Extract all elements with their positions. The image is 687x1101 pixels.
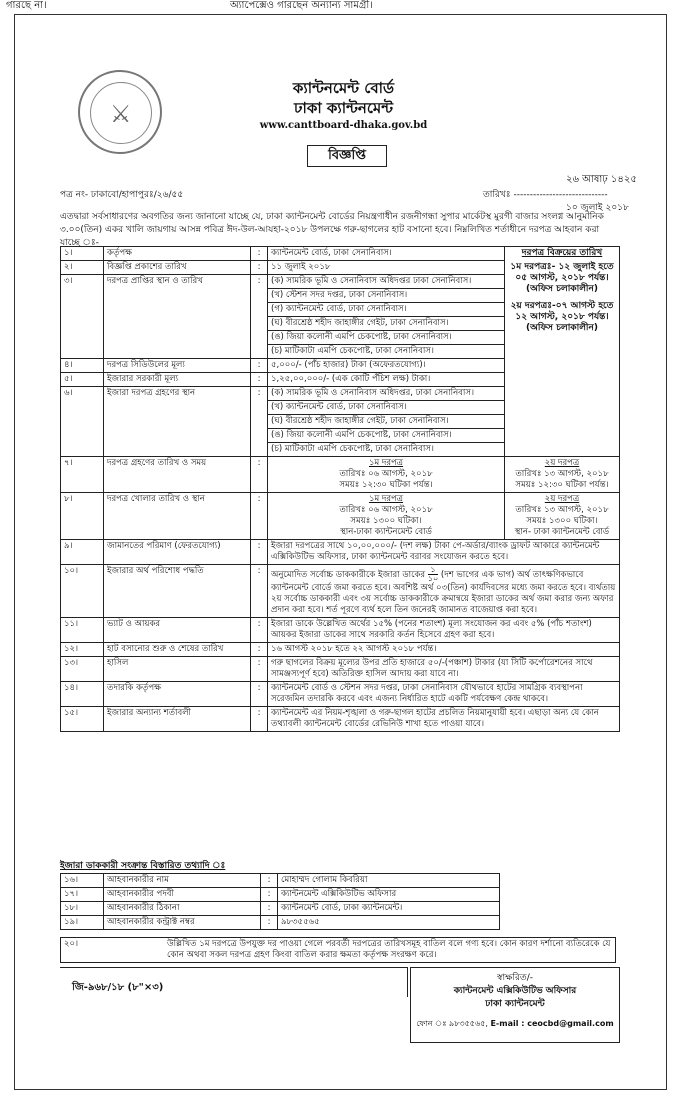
colon: : <box>251 707 268 732</box>
row-number: ১৪। <box>61 682 104 707</box>
row-value: অনুমোদিত সর্বোচ্চ ডাককারীকে ইজারা ডাকের $\frac{১}{১০}$ (দশ ভাগের এক ভাগ) অর্থ তাৎক্ষণিকভাবে ক্যান্টনমেন্ট বোর্ডে জমা করতে হবে। অবশিষ্ট অর্থ ০৩(তিন) কার্যদিবসের মধ্যে জমা করতে হবে। ব্যর্থতায় ২য় সর্বোচ্চ ডাককারী এবং ৩য় সর্বোচ্চ ডাককারীকে ক্রমান্বয়ে ইজারা ডাকের অর্থ জমা করার জন্য অফার প্রদান করা হবে। শর্ত পূরণে ব্যর্থ হলে তিন জনেরই জামানত বাজেয়াপ্ত করা হবে। <box>268 565 620 618</box>
place-item: (গ) ক্যান্টনমেন্ট বোর্ড, ঢাকা সেনানিবাস। <box>268 303 505 317</box>
row-number: ১০। <box>61 565 104 618</box>
website-link[interactable]: www.canttboard-dhaka.gov.bd <box>259 120 428 131</box>
row-number: ১১। <box>61 618 104 643</box>
phone-text: ফোন ঃ ৯৮৩৫৫৬৫, <box>416 1019 488 1028</box>
place-item: (ঘ) বীরশ্রেষ্ঠ শহীদ জাহাঙ্গীর গেইট, ঢাকা সেনানিবাস। <box>268 415 505 429</box>
colon: : <box>251 359 268 373</box>
row-label: জামানতের পরিমাণ (ফেরতযোগ্য) <box>104 540 251 565</box>
table-row <box>61 643 620 657</box>
row-value: ক্যান্টনমেন্ট বোর্ড ও স্টেশন সদর দপ্তর, ঢাকা সেনানিবাস যৌথভাবে হাটের সামগ্রিক ব্যবস্থাপনা সরেজমিন তদারকি করবে এবং এজন্য নির্ধারিত হাটে একটি পর্যবেক্ষণ কেন্দ্র থাকবে। <box>268 682 620 707</box>
row-number: ৭। <box>61 457 104 493</box>
signatory-title: ক্যান্টনমেন্ট এক্সিকিউটিভ অফিসার <box>453 986 577 996</box>
colon: : <box>251 387 268 457</box>
conditions-table <box>60 246 620 732</box>
row-value: ক্যান্টনমেন্ট এর নিয়ম-শৃঙ্খলা ও গরু-ছাগল হাটের প্রচলিত নিয়মানুযায়ী হবে। এছাড়া অন্য যে কোন তথ্যাবলী ক্যান্টনমেন্ট বোর্ডের রেভিনিউ শাখা হতে পাওয়া যাবে। <box>268 707 620 732</box>
sale-second: ২য় দরপত্রঃ-০৭ আগস্ট হতে ১২ আগস্ট, ২০১৮ পর্যন্ত। (অফিস চলাকালীন) <box>510 301 614 333</box>
row-number: ১। <box>61 247 104 261</box>
row-value: উল্লিখিত ১ম দরপত্রে উপযুক্ত দর পাওয়া গেলে পরবর্তী দরপত্রের তারিখসমূহ বাতিল বলে গণ্য হবে। কোন কারণ দর্শানো ব্যতিরেকে যে কোন অথবা সকল দরপত্র গ্রহণ কিংবা বাতিল করার ক্ষমতা কর্তৃপক্ষ সংরক্ষণ করে। <box>167 939 611 960</box>
table-row <box>61 618 620 643</box>
org-name: ক্যান্টনমেন্ট বোর্ড <box>292 79 395 97</box>
row-value: ইজারা দরপত্রের সাথে ১০,০০,০০০/- (দশ লক্ষ) টাকা পে-অর্ডার/ব্যাংক ড্রাফট আকারে ক্যান্টনমেন্ট এক্সিকিউটিভ অফিসার, ঢাকা ক্যান্টনমেন্ট বরাবর সংযোজন করতে হবে। <box>268 540 620 565</box>
row-label: ভ্যাট ও আয়কর <box>104 618 251 643</box>
row-label: দরপত্র সিডিউলের মূল্য <box>104 359 251 373</box>
date-bengali: ২৬ আষাঢ় ১৪২৫ <box>566 174 637 185</box>
second-tender-submission: ২য় দরপত্র তারিখঃ ১৩ আগস্ট, ২০১৮ সময়ঃ ১২:৩০ ঘটিকা পর্যন্ত। <box>505 457 620 493</box>
row-label: ইজারার অর্থ পরিশোধ পদ্ধতি <box>104 565 251 618</box>
row-number: ৮। <box>61 493 104 540</box>
cantonment-seal-icon: ⚔ <box>78 70 162 154</box>
publication-code: জি-৯৬৮/১৮ (৮"×৩) <box>72 982 164 993</box>
row-label: দরপত্র খোলার তারিখ ও স্থান <box>104 493 251 540</box>
info-title: ইজারা ডাককারী সংক্রান্ত বিস্তারিত তথ্যাদি ঃ <box>60 861 226 871</box>
table-row <box>61 493 620 540</box>
row-label: ইজারার সরকারী মূল্য <box>104 373 251 387</box>
colon: : <box>251 373 268 387</box>
first-tender-opening: ১ম দরপত্র তারিখঃ ০৬ আগস্ট, ২০১৮ সময়ঃ ১৩০০ ঘটিকা। স্থান-ঢাকা ক্যান্টনমেন্ট বোর্ড <box>268 493 505 540</box>
table-row <box>61 457 620 493</box>
intro-paragraph: এতদ্বারা সর্বসাধারণের অবগতির জন্য জানানো যাচ্ছে যে, ঢাকা ক্যান্টনমেন্ট বোর্ডের নিয়ন্ত্রণাধীন রজনীগন্ধা সুপার মার্কেটস্থ মুরগী বাজার সংলগ্ন আনুমানিক ৩.০০(তিন) একর খালি জায়গায় আসন্ন পবিত্র ঈদ-উল-আযহা-২০১৮ উপলক্ষে গরু-ছাগলের হাট বসানো হবে। নিম্নলিখিত শর্তাধীনে দরপত্র আহবান করা যাচ্ছে ঃ- <box>60 212 604 248</box>
top-strip <box>0 0 687 14</box>
signed-text: স্বাক্ষরিত/- <box>497 973 533 983</box>
row-label: বিজ্ঞপ্তি প্রকাশের তারিখ <box>104 261 251 275</box>
date-gregorian: ১০ জুলাই ২০১৮ <box>566 203 629 213</box>
header <box>0 78 687 134</box>
row-label: ইজারা দরপত্র গ্রহণের স্থান <box>104 387 251 457</box>
row-number: ১৩। <box>61 657 104 682</box>
table-row: ১৬। আহবানকারীর নাম : মোহাম্মদ গোলাম কিবরিয়া <box>61 874 500 888</box>
one-tenth-fraction: $\frac{১}{১০}$ <box>427 565 439 583</box>
colon: : <box>251 457 268 493</box>
place-item: (চ) মাটিকাটা এমপি চেকপোষ্ট, ঢাকা সেনানিবাস। <box>268 345 505 359</box>
email-link[interactable]: E-mail : ceocbd@gmail.com <box>490 1019 614 1028</box>
top-strip-center: অ্যাপেক্সেও গারছেন অন্যান্য সামগ্রী। <box>230 0 373 11</box>
colon: : <box>251 643 268 657</box>
org-city: ঢাকা ক্যান্টনমেন্ট <box>293 99 393 117</box>
sale-first: ১ম দরপত্রঃ- ১২ জুলাই হতে ০৫ আগস্ট, ২০১৮ পর্যন্ত। (অফিস চলাকালীন) <box>510 262 614 294</box>
colon: : <box>251 657 268 682</box>
row-value: ১১ জুলাই ২০১৮ <box>268 261 505 275</box>
row-label: ইজারার অন্যান্য শর্তাবলী <box>104 707 251 732</box>
signatory-city: ঢাকা ক্যান্টনমেন্ট <box>485 999 545 1009</box>
table-row <box>61 682 620 707</box>
table-row <box>61 540 620 565</box>
row-label: হাসিল <box>104 657 251 682</box>
top-strip-left: গারছে না। <box>6 0 47 11</box>
colon: : <box>251 261 268 275</box>
sale-heading: দরপত্র বিক্রয়ের তারিখ <box>521 248 603 258</box>
notice-title: বিজ্ঞপ্তি <box>307 145 387 167</box>
row-label: দরপত্র গ্রহণের তারিখ ও সময় <box>104 457 251 493</box>
table-row <box>61 707 620 732</box>
row-label: কর্তৃপক্ষ <box>104 247 251 261</box>
row-number: ৪। <box>61 359 104 373</box>
colon: : <box>251 540 268 565</box>
row-label: দরপত্র প্রাপ্তির স্থান ও তারিখ <box>104 275 251 359</box>
colon: : <box>251 275 268 359</box>
place-item: (ঙ) জিয়া কলোনী এমপি চেকপোষ্ট, ঢাকা সেনানিবাস। <box>268 429 505 443</box>
colon: : <box>251 618 268 643</box>
place-item: (ঙ) জিয়া কলোনী এমপি চেকপোষ্ট, ঢাকা সেনানিবাস। <box>268 331 505 345</box>
row-value: ৫,০০০/- (পাঁচ হাজার) টাকা (অফেরতযোগ্য)। <box>268 359 505 373</box>
row-number: ৯। <box>61 540 104 565</box>
row-number: ৬। <box>61 387 104 457</box>
table-row <box>61 565 620 618</box>
row-number: ৫। <box>61 373 104 387</box>
row-number: ২। <box>61 261 104 275</box>
contact-line <box>411 1017 619 1030</box>
place-item: (চ) মাটিকাটা এমপি চেকপোষ্ট, ঢাকা সেনানিবাস। <box>268 443 505 457</box>
place-item: (খ) ক্যান্টনমেন্ট বোর্ড, ঢাকা সেনানিবাস। <box>268 401 505 415</box>
table-row <box>61 247 620 261</box>
row-value: ইজারা ডাকে উল্লেখিত অর্থের ১৫% (পনের শতাংশ) মূল্য সংযোজন কর এবং ৫% (পাঁচ শতাংশ) আয়কর ইজারা ডাকের সাথে সরকারি কর্তন হিসেবে গ্রহণ করা হবে। <box>268 618 620 643</box>
row-value: ক্যান্টনমেন্ট বোর্ড, ঢাকা সেনানিবাস। <box>268 247 505 261</box>
colon: : <box>251 247 268 261</box>
place-item: (ঘ) বীরশ্রেষ্ঠ শহীদ জাহাঙ্গীর গেইট, ঢাকা সেনানিবাস। <box>268 317 505 331</box>
signature-block <box>410 967 620 1043</box>
row-value: ১,২৫,০০,০০০/- (এক কোটি পঁচিশ লক্ষ) টাকা। <box>268 373 505 387</box>
row-value: ১৬ আগস্ট ২০১৮ হতে ২২ আগস্ট ২০১৮ পর্যন্ত। <box>268 643 620 657</box>
row-number: ২০। <box>64 939 79 949</box>
row-number: ১২। <box>61 643 104 657</box>
place-item: (খ) স্টেশন সদর দপ্তর, ঢাকা সেনানিবাস। <box>268 289 505 303</box>
place-item: (ক) সামরিক ভূমি ও সেনানিবাস অধিদপ্তর, ঢাকা সেনানিবাস। <box>268 387 505 401</box>
table-row: ১৯। আহবানকারীর কন্ট্রাক্ট নম্বর : ৯৮৩৫৫৬৫ <box>61 916 500 930</box>
colon: : <box>251 682 268 707</box>
place-item: (ক) সামরিক ভূমি ও সেনানিবাস অধিদপ্তর ঢাকা সেনানিবাস। <box>268 275 505 289</box>
table-row <box>61 657 620 682</box>
reference-number: পত্র নং- ঢাকাবো/হাপাপুরঃ/২৬/৫৫ <box>60 190 184 200</box>
colon: : <box>251 565 268 618</box>
sale-dates-box <box>505 247 620 457</box>
table-row: ১৭। আহবানকারীর পদবী : ক্যান্টনমেন্ট এক্সিকিউটিভ অফিসার <box>61 888 500 902</box>
second-tender-opening: ২য় দরপত্র তারিখঃ ১৩ আগস্ট, ২০১৮ সময়ঃ ১৩০০ ঘটিকা। স্থান- ঢাকা ক্যান্টনমেন্ট বোর্ড <box>505 493 620 540</box>
row-number: ৩। <box>61 275 104 359</box>
colon: : <box>251 493 268 540</box>
final-condition-row <box>60 937 616 963</box>
info-table <box>60 873 500 930</box>
row-label: হাট বসানোর শুরু ও শেষের তারিখ <box>104 643 251 657</box>
row-value: গরু ছাগলের বিক্রয় মূল্যের উপর প্রতি হাজারে ৫০/-(পঞ্চাশ) টাকার (যা সিটি কর্পোরেশনের সাথে সামঞ্জস্যপূর্ণ হবে) অতিরিক্ত হাসিল আদায় করা যাবে না। <box>268 657 620 682</box>
first-tender-submission: ১ম দরপত্র তারিখঃ ০৬ আগস্ট, ২০১৮ সময়ঃ ১২:৩০ ঘটিকা পর্যন্ত। <box>268 457 505 493</box>
table-row: ১৮। আহবানকারীর ঠিকানা : ক্যান্টনমেন্ট বোর্ড, ঢাকা ক্যান্টনমেন্ট। <box>61 902 500 916</box>
row-number: ১৫। <box>61 707 104 732</box>
date-label: তারিখঃ ----------------------------- <box>483 190 608 200</box>
row-label: তদারকি কর্তৃপক্ষ <box>104 682 251 707</box>
